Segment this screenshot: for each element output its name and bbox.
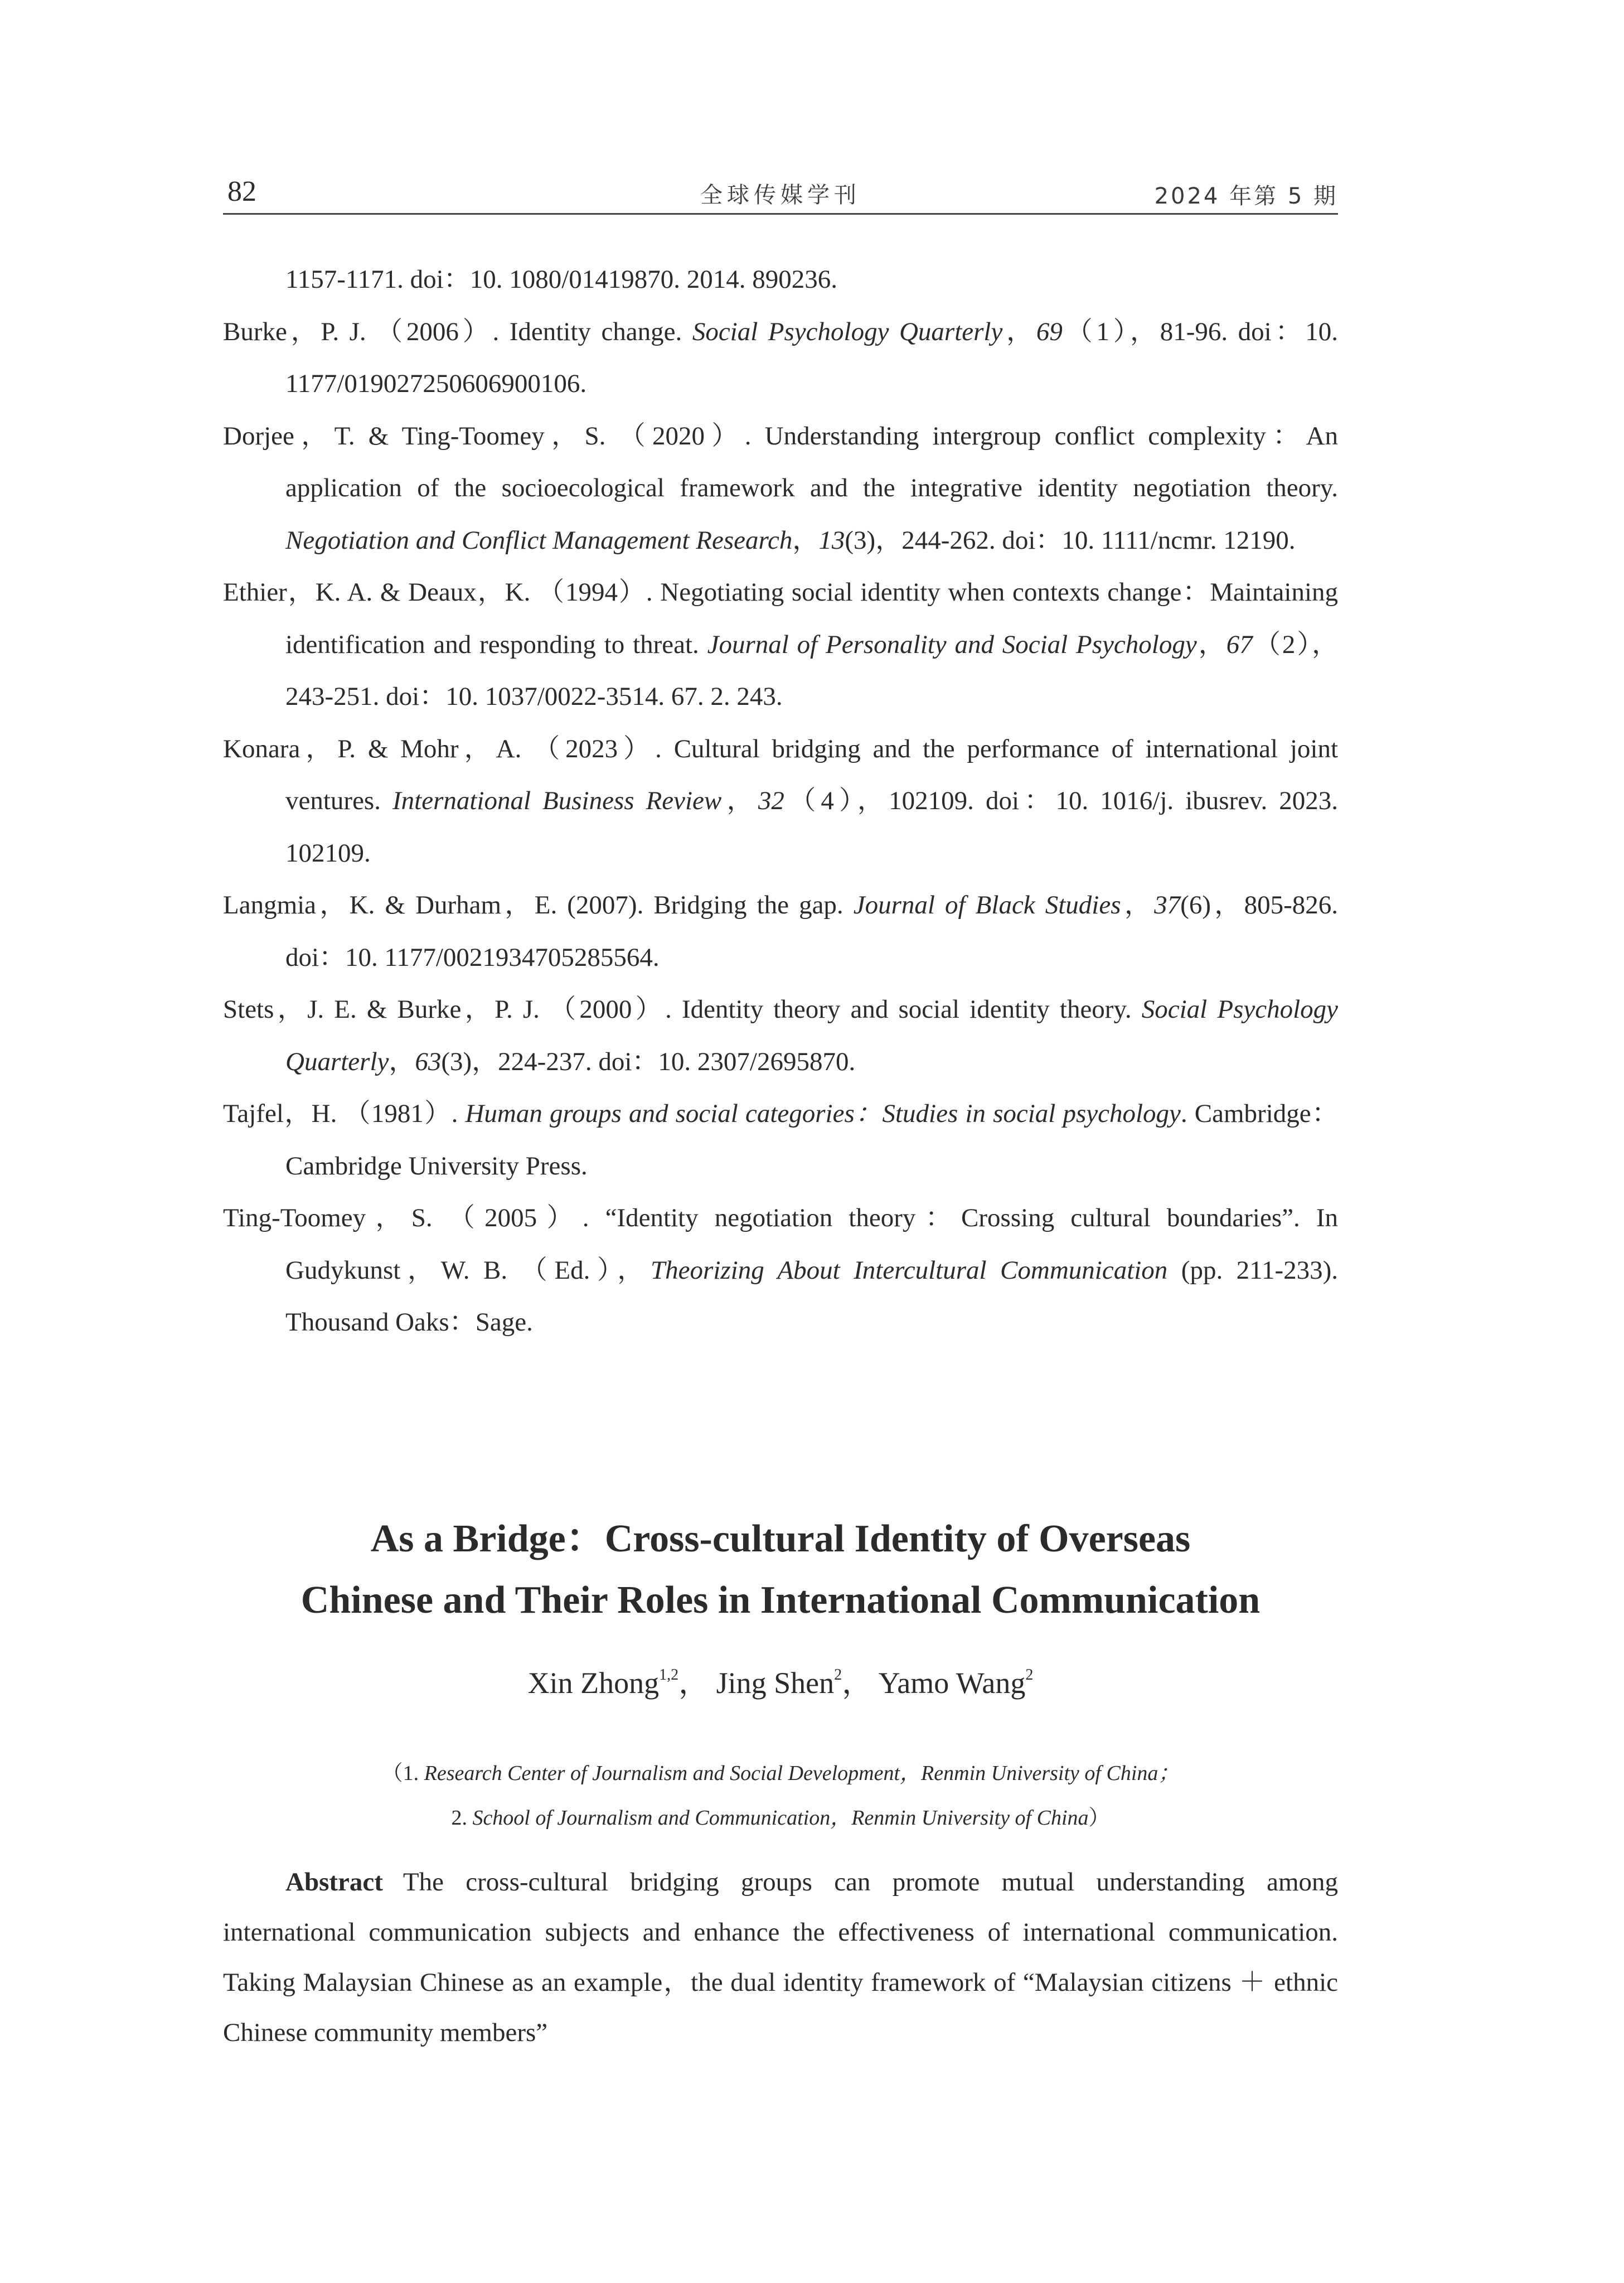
reference-list [223,254,1338,1349]
author-separator: ， [842,1666,872,1700]
reference-item [223,723,1338,880]
reference-source-title: Journal of Personality and Social Psychology [707,630,1197,659]
author-list [223,1659,1338,1702]
author-affiliation-marker: 1,2 [659,1666,679,1684]
reference-text: ， [1196,630,1227,659]
reference-source-title: International Business Review [392,786,722,815]
author-affiliation-marker: 2 [834,1666,842,1684]
affiliation-suffix: ） [1088,1806,1110,1830]
reference-text: ， [1002,317,1036,346]
reference-source-title: Human groups and social categories：Studies in social psychology [465,1099,1181,1128]
reference-text: 1157-1171. doi：10. 1080/01419870. 2014. 890236. [285,265,838,294]
reference-item [223,306,1338,410]
article-title [223,1508,1338,1631]
reference-text: (3)，244-262. doi：10. 1111/ncmr. 12190. [845,525,1296,555]
abstract-text: The cross-cultural bridging groups can promote mutual understanding among international communication subjects and enhance the effectiveness of international communication. Taking Malaysian Chinese as an example，the dual identity framework of “Malaysian citizens ＋ ethnic Chinese community members” [223,1868,1338,2047]
author-separator: ， [678,1666,709,1700]
reference-item [223,254,1338,306]
reference-text: ， [389,1047,415,1076]
reference-text: (6)，805-826. doi：10. 1177/0021934705285564. [285,891,1339,972]
abstract-label: Abstract [285,1868,383,1897]
author-affiliation-marker: 2 [1025,1666,1034,1684]
affiliation-block [223,1751,1338,1840]
reference-source-title: Theorizing About Intercultural Communication [651,1255,1168,1285]
affiliation-line [223,1751,1338,1796]
journal-page [223,0,1338,2283]
reference-source-title: Journal of Black Studies [853,891,1121,920]
reference-item [223,1088,1338,1192]
reference-volume: 32 [758,786,784,815]
reference-item [223,1192,1338,1349]
author-name: Yamo Wang [878,1666,1026,1700]
reference-text: Tajfel，H. （1981）. [223,1099,466,1128]
reference-item [223,879,1338,984]
affiliation-line [223,1796,1338,1840]
article-title-line: Chinese and Their Roles in International Communication [300,1579,1261,1622]
reference-item [223,410,1338,567]
affiliation-text: School of Journalism and Communication，Renmin University of China [472,1806,1089,1830]
reference-text: （2），243-251. doi：10. 1037/0022-3514. 67. 2. 243. [285,630,1338,711]
reference-text: Burke，P. J. （2006）. Identity change. [223,317,692,346]
reference-source-title: Social Psychology Quarterly [692,317,1003,346]
author-name: Xin Zhong [527,1666,660,1700]
page-number: 82 [227,176,256,207]
reference-text: Langmia，K. & Durham，E. (2007). Bridging the gap. [223,891,854,920]
reference-text: ， [792,525,819,555]
reference-text: （4），102109. doi：10. 1016/j. ibusrev. 2023. 102109. [285,786,1339,868]
reference-volume: 13 [818,525,845,555]
reference-text: （1），81-96. doi：10. 1177/019027250606900106. [285,317,1339,398]
reference-volume: 37 [1154,891,1181,920]
reference-item [223,567,1338,723]
reference-text: ， [721,786,758,815]
reference-volume: 69 [1036,317,1063,346]
affiliation-prefix: 2. [451,1806,473,1830]
reference-text: Stets，J. E. & Burke，P. J. （2000）. Identity theory and social identity theory. [223,995,1142,1024]
article-title-line: As a Bridge：Cross-cultural Identity of Overseas [370,1517,1191,1560]
reference-text: Konara，P. & Mohr，A. （2023）. Cultural bridging and the performance of international joint ventures. [223,734,1338,815]
reference-text: Ting-Toomey，S. （2005）. “Identity negotiation theory：Crossing cultural boundaries”. In Gudykunst，W. B. （Ed.）， [223,1203,1338,1285]
author-name: Jing Shen [716,1666,835,1700]
reference-volume: 67 [1226,630,1253,659]
reference-volume: 63 [415,1047,442,1076]
reference-source-title: Negotiation and Conflict Management Research [285,525,793,555]
reference-text: ， [1121,891,1155,920]
reference-text: . Cambridge：Cambridge University Press. [285,1099,1338,1181]
reference-text: (3)，224-237. doi：10. 2307/2695870. [441,1047,856,1076]
journal-name: 全球传媒学刊 [700,182,861,208]
running-header [223,173,1338,215]
affiliation-text: Research Center of Journalism and Social Development，Renmin University of China； [424,1762,1180,1785]
reference-text: Dorjee，T. & Ting-Toomey，S. （2020）. Understanding intergroup conflict complexity：An application of the socioecological framework and the integrative identity negotiation theory. [223,421,1338,502]
issue-label: 2024 年第 5 期 [1154,183,1338,209]
reference-text: (pp. 211-233). Thousand Oaks：Sage. [285,1255,1338,1337]
affiliation-prefix: （1. [381,1762,424,1785]
reference-item [223,984,1338,1088]
abstract [223,1857,1338,2058]
reference-text: Ethier，K. A. & Deaux，K. （1994）. Negotiating social identity when contexts change：Maintaining identification and responding to threat. [223,578,1338,659]
reference-source-title: Social Psychology Quarterly [285,995,1338,1076]
